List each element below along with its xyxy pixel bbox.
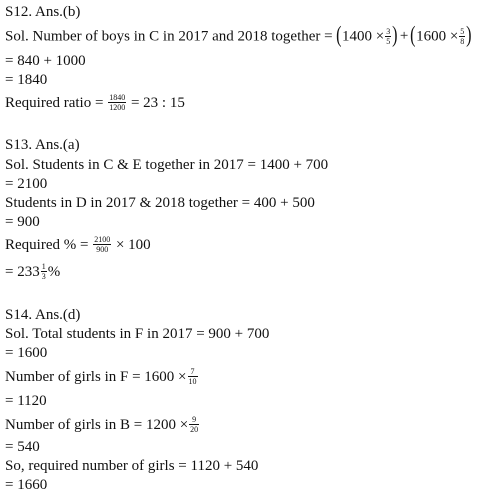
s13-line3: Students in D in 2017 & 2018 together = 400 + 500 [5,195,315,211]
s14-girls-b-line [5,416,200,435]
close-paren: ) [392,22,398,47]
s14-line8: = 1660 [5,477,48,493]
open-paren: ( [410,22,416,47]
fraction-numerator: 1 [41,262,46,272]
s13-pct-prefix: Required % = [5,237,93,253]
s12-term1-base: 1400 × [342,28,385,45]
fraction-denominator: 20 [190,425,199,435]
s14-girls-b-prefix: Number of girls in B = 1200 × [5,417,189,433]
close-paren: ) [466,22,472,47]
s12-sol-line [5,22,472,47]
s12-sol-prefix: Sol. Number of boys in C in 2017 and 2018 together = [5,28,337,45]
s12-term2-fraction [459,27,465,46]
s13-heading: S13. Ans.(a) [5,137,80,153]
fraction-denominator: 5 [386,36,391,46]
s12-term2-base: 1600 × [416,28,459,45]
fraction-denominator: 900 [96,245,109,255]
s12-ratio-fraction [108,93,126,112]
s14-line4: = 1120 [5,393,47,409]
s14-girls-f-line [5,368,199,387]
plus-sign: + [399,28,409,45]
fraction-denominator: 10 [188,377,197,387]
s13-line4: = 900 [5,214,40,230]
s12-line3: = 1840 [5,72,48,88]
fraction-numerator: 9 [189,415,199,425]
s12-ratio-suffix: = 23 : 15 [127,95,185,111]
s14-girls-f-prefix: Number of girls in F = 1600 × [5,369,187,385]
fraction-denominator: 8 [460,36,465,46]
s13-pct-fraction [93,235,111,254]
s12-line2: = 840 + 1000 [5,53,86,69]
fraction-numerator: 5 [460,26,465,36]
s14-line2: = 1600 [5,345,48,361]
s14-line6: = 540 [5,439,40,455]
fraction-denominator: 3 [41,272,46,282]
s14-heading: S14. Ans.(d) [5,307,81,323]
open-paren: ( [336,22,342,47]
fraction-denominator: 1200 [109,103,126,113]
s12-ratio-line [5,94,185,113]
s14-girls-b-fraction [189,415,199,434]
fraction-numerator: 1840 [109,93,126,103]
fraction-numerator: 7 [188,367,198,377]
s13-pct-suffix: × 100 [112,237,151,253]
s13-pct-line [5,236,151,255]
fraction-numerator: 2100 [94,235,111,245]
s13-line2: = 2100 [5,176,48,192]
s13-ans-suffix: % [47,264,61,280]
s14-girls-f-fraction [188,367,198,386]
s12-term1-fraction [385,27,391,46]
s14-line1: Sol. Total students in F in 2017 = 900 + 700 [5,326,270,342]
s14-line7: So, required number of girls = 1120 + 540 [5,458,259,474]
s12-ratio-prefix: Required ratio = [5,95,108,111]
s13-line1: Sol. Students in C & E together in 2017 = 1400 + 700 [5,157,329,173]
s13-ans-fraction [41,262,47,281]
s12-heading: S12. Ans.(b) [5,4,81,20]
fraction-numerator: 3 [386,26,391,36]
s13-answer-line [5,263,60,282]
s13-ans-prefix: = 233 [5,264,40,280]
